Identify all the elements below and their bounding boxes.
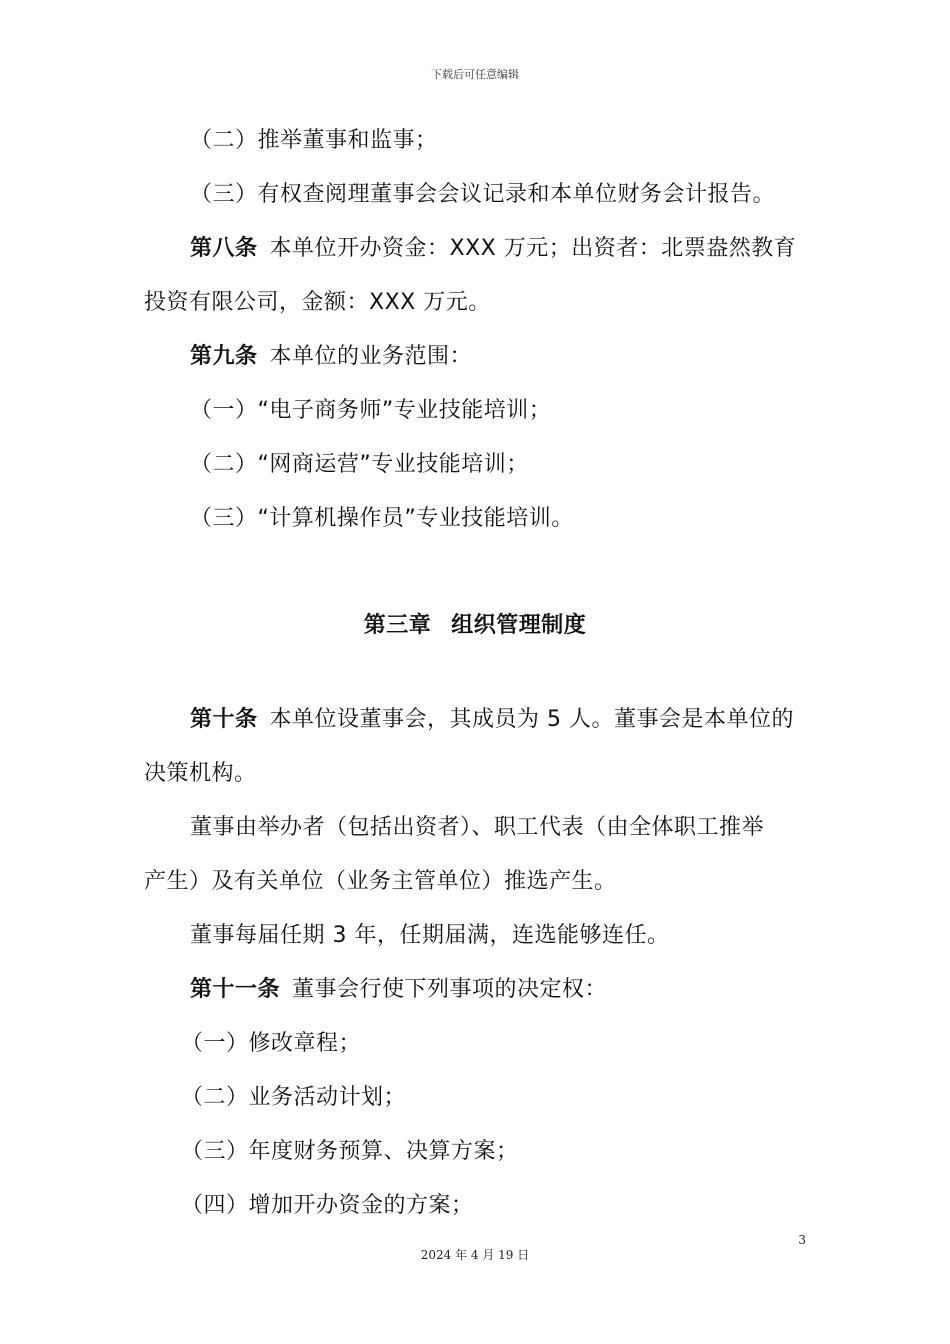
article-9-paragraph <box>190 342 472 372</box>
article-10-continuation: 决策机构。 <box>144 761 257 786</box>
article-10-text: 本单位设董事会，其成员为 5 人。董事会是本单位的 <box>269 707 795 732</box>
board-term-paragraph: 董事每届任期 3 年，任期届满，连选能够连任。 <box>190 923 670 948</box>
page-number: 3 <box>798 1233 806 1247</box>
chapter-title: 组织管理制度 <box>451 613 587 638</box>
article-8-text: 本单位开办资金：XXX 万元；出资者：北票盎然教育 <box>269 236 797 261</box>
article-8-title: 第八条 <box>190 236 258 261</box>
article-11-item-1: （一）修改章程； <box>181 1031 362 1056</box>
board-composition-continuation: 产生）及有关单位（业务主管单位）推选产生。 <box>144 869 617 894</box>
article-10-paragraph <box>190 705 794 735</box>
article-10-title: 第十条 <box>190 707 258 732</box>
article-9-text: 本单位的业务范围： <box>269 344 473 369</box>
article-9-item-3: （三）“计算机操作员”专业技能培训。 <box>190 506 574 531</box>
page-header-note: 下载后可任意编辑 <box>431 68 519 81</box>
article-9-title: 第九条 <box>190 344 258 369</box>
article-11-text: 董事会行使下列事项的决定权： <box>292 977 608 1002</box>
article-8-continuation: 投资有限公司，金额：XXX 万元。 <box>144 290 491 315</box>
clause-2-line: （二）推举董事和监事； <box>190 128 438 153</box>
board-composition-paragraph: 董事由举办者（包括出资者）、职工代表（由全体职工推举 <box>190 815 765 840</box>
chapter-heading <box>0 611 950 641</box>
article-11-item-2: （二）业务活动计划； <box>181 1085 407 1110</box>
article-11-paragraph <box>190 975 607 1005</box>
article-11-item-4: （四）增加开办资金的方案； <box>181 1193 474 1218</box>
clause-3-line: （三）有权查阅理董事会会议记录和本单位财务会计报告。 <box>190 182 776 207</box>
footer-date: 2024 年 4 月 19 日 <box>420 1248 530 1262</box>
chapter-number: 第三章 <box>363 613 432 638</box>
article-11-title: 第十一条 <box>190 977 281 1002</box>
article-9-item-1: （一）“电子商务师”专业技能培训； <box>190 398 552 423</box>
article-8-paragraph <box>190 234 796 264</box>
article-11-item-3: （三）年度财务预算、决算方案； <box>181 1139 519 1164</box>
article-9-item-2: （二）“网商运营”专业技能培训； <box>190 452 529 477</box>
